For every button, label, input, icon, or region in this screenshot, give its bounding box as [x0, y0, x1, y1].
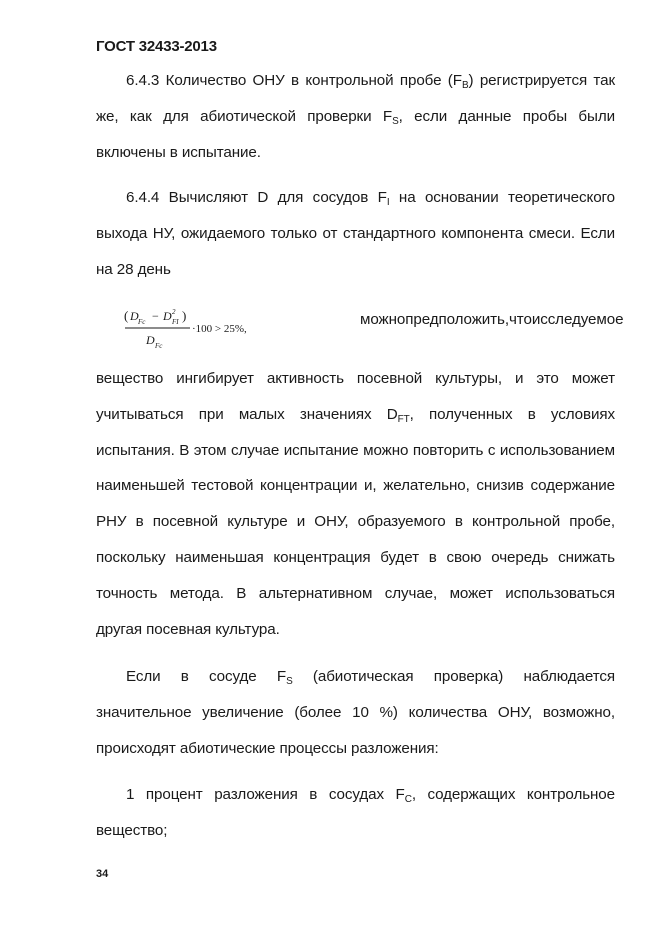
paragraph-6-4-4 [96, 180, 615, 287]
p1-sub-b: B [461, 80, 469, 91]
p2-text-b: на основании теоретического выхода НУ, ожидаемого только от стандартного компонента смеси. Если на 28 день [96, 189, 616, 278]
document-header: ГОСТ 32433-2013 [96, 38, 217, 55]
p2-sub-i: I [386, 197, 390, 208]
paragraph-list-item-1 [96, 777, 615, 849]
formula-close-paren: ) [182, 308, 187, 323]
p2-text-a: 6.4.4 Вычисляют D для сосудов F [126, 189, 387, 206]
formula-denominator: D [146, 333, 155, 347]
p5-sub-c: C [404, 794, 412, 805]
p1-text-b: ) регистрируется так же, как для абиотической проверки F [96, 72, 615, 125]
p1-sub-s: S [392, 115, 399, 127]
formula-num-left-sub: Fc [138, 318, 146, 326]
formula-num-right: D [163, 309, 172, 323]
p5-text-a: 1 процент разложения в сосудах F [126, 786, 405, 803]
p4-text-a: Если в сосуде F [126, 668, 287, 685]
page-number: 34 [96, 868, 109, 880]
formula-tail: ·100 > 25%, [192, 323, 247, 335]
formula-num-left: D [130, 309, 139, 323]
formula-trailing-text [360, 311, 624, 328]
formula-denominator-sub: Fc [155, 342, 163, 350]
degradation-formula [124, 302, 258, 352]
p1-text-c: , если данные пробы были включены в испытание. [96, 107, 615, 161]
formula-word-4: исследуемое [531, 311, 624, 328]
paragraph-inhibition [96, 361, 615, 647]
formula-num-right-sup: 2 [172, 308, 176, 316]
paragraph-abiotic [96, 659, 615, 766]
p4-sub-s: S [286, 676, 293, 687]
formula-word-3: что [508, 311, 532, 328]
formula-word-2: предположить, [405, 311, 509, 328]
p4-text-b: (абиотическая проверка) наблюдается значительное увеличение (более 10 %) количества ОНУ, возможно, происходят абиотические процессы разложения: [96, 668, 615, 757]
formula-minus: − [152, 309, 159, 323]
p1-text-a: 6.4.3 Количество ОНУ в контрольной пробе (F [126, 72, 462, 89]
p3-text-a: вещество ингибирует активность посевной культуры, и это может учитываться при малых значениях D [96, 370, 615, 423]
formula-word-1: можно [360, 311, 406, 328]
p3-text-b: , полученных в условиях испытания. В этом случае испытание можно повторить с использованием наименьшей тестовой концентрации и, желательно, снизив содержание РНУ в посевной культуре и ОНУ, образуемого в контрольной пробе, поскольку наименьшая концентрация будет в свою очередь снижать точность метода. В альтернативном случае, может использоваться другая посевная культура. [96, 405, 615, 638]
p5-text-b: , содержащих контрольное вещество; [96, 786, 615, 839]
paragraph-6-4-3 [96, 63, 615, 170]
formula-num-right-sub: FI [172, 318, 179, 326]
formula-open-paren: ( [124, 308, 129, 323]
p3-sub-ft: FT [397, 413, 410, 425]
formula-line [96, 302, 624, 352]
